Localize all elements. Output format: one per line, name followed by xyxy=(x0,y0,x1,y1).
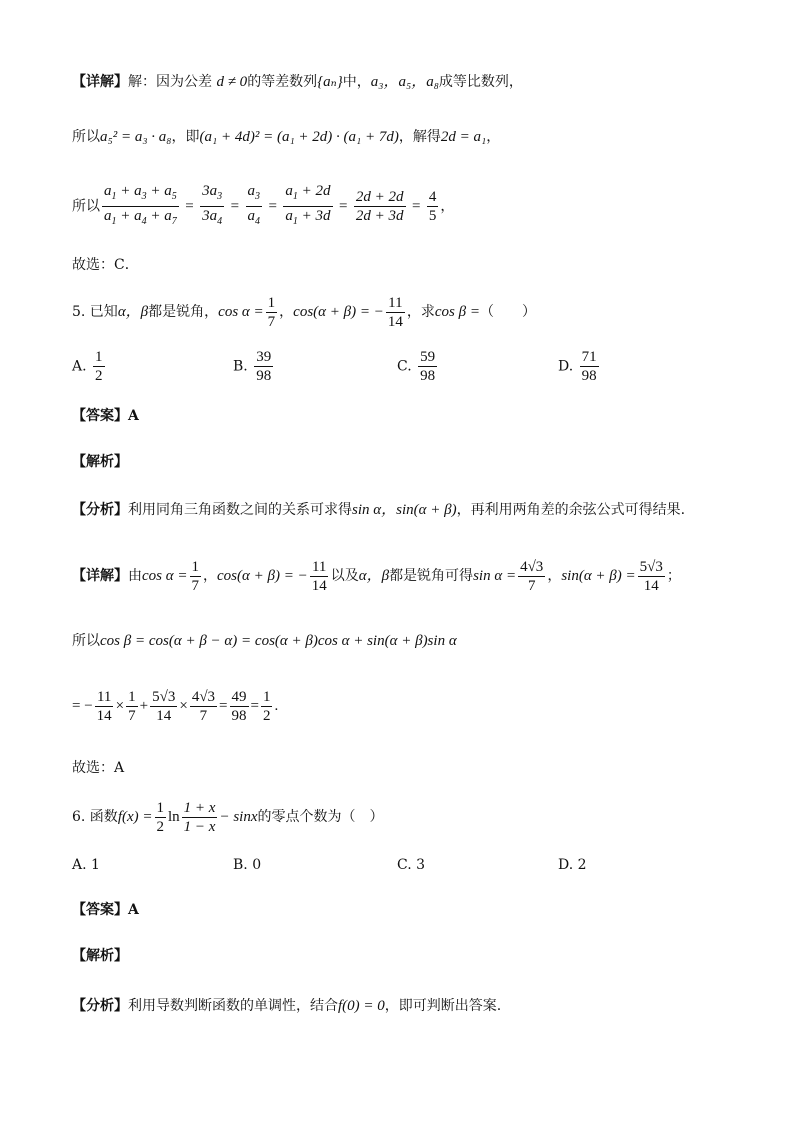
q6-fenxi: 【分析】利用导数判断函数的单调性，结合f(0) = 0，即可判断出答案. xyxy=(72,998,502,1014)
q5-choice: 故选：A xyxy=(72,760,125,776)
q6-answer: 【答案】A xyxy=(72,902,139,918)
q6-option-c[interactable]: C. 3 xyxy=(397,857,426,873)
q4-equation-line: 所以a₅² = a₃ · a₈，即(a₁ + 4d)² = (a₁ + 2d) · (a₁ + 7d)，解得2d = a₁， xyxy=(72,129,501,145)
q5-option-c[interactable]: C. $\frac{59}{98}$ xyxy=(397,349,436,384)
q4-fraction-chain: 所以 $\frac{a_1 + a_3 + a_5}{a_1 + a_4 + a_7}$ = $\frac{3a_3}{3a_4}$ = $\frac{a_3}{a_4}$ = $\frac{a_1 + 2d}{a_1 + 3d}$ = $\frac{2d + 2d}{2d + 3d}$ = $\frac{4}{5}$ ， xyxy=(72,183,455,227)
q6-analysis-heading: 【解析】 xyxy=(72,948,128,964)
q6-option-b[interactable]: B. 0 xyxy=(233,857,262,873)
q6-option-d[interactable]: D. 2 xyxy=(558,857,587,873)
q5-option-b[interactable]: B. $\frac{39}{98}$ xyxy=(233,349,272,384)
q5-option-a[interactable]: A. $\frac{1}{2}$ xyxy=(72,349,103,384)
q5-analysis-heading: 【解析】 xyxy=(72,454,128,470)
q4-choice: 故选：C． xyxy=(72,257,139,273)
q4-detail-line: 【详解】解：因为公差 d ≠ 0的等差数列{aₙ}中，a₃，a₅，a₈成等比数列， xyxy=(72,74,523,90)
q5-expand: 所以cos β = cos(α + β − α) = cos(α + β)cos α + sin(α + β)sin α xyxy=(72,633,457,649)
q5-compute: = − $\frac{11}{14}$ × $\frac{1}{7}$ + $\frac{5√3}{14}$ × $\frac{4√3}{7}$ = $\frac{49}{98}$ = $\frac{1}{2}$ . xyxy=(72,688,279,724)
q5-stem: 5. 已知α，β都是锐角，cos α = $\frac{1}{7}$ ，cos(α + β) = − $\frac{11}{14}$ ，求cos β =（ ） xyxy=(72,294,536,330)
q5-answer: 【答案】A xyxy=(72,408,139,424)
q5-fenxi: 【分析】利用同角三角函数之间的关系可求得sin α，sin(α + β)，再利用两角差的余弦公式可得结果. xyxy=(72,502,686,518)
q6-stem: 6. 函数f(x) = $\frac{1}{2}$ ln $\frac{1 + x}{1 - x}$ − sinx的零点个数为（ ） xyxy=(72,799,384,835)
q6-option-a[interactable]: A. 1 xyxy=(72,857,100,873)
q5-detail: 【详解】由cos α = $\frac{1}{7}$ ，cos(α + β) = − $\frac{11}{14}$ 以及α，β都是锐角可得sin α = $\frac{4√3}{7}$ ，sin(α + β) = $\frac{5√3}{14}$ ； xyxy=(72,558,681,594)
detail-tag: 【详解】 xyxy=(72,74,128,90)
q5-option-d[interactable]: D. $\frac{71}{98}$ xyxy=(558,349,597,384)
